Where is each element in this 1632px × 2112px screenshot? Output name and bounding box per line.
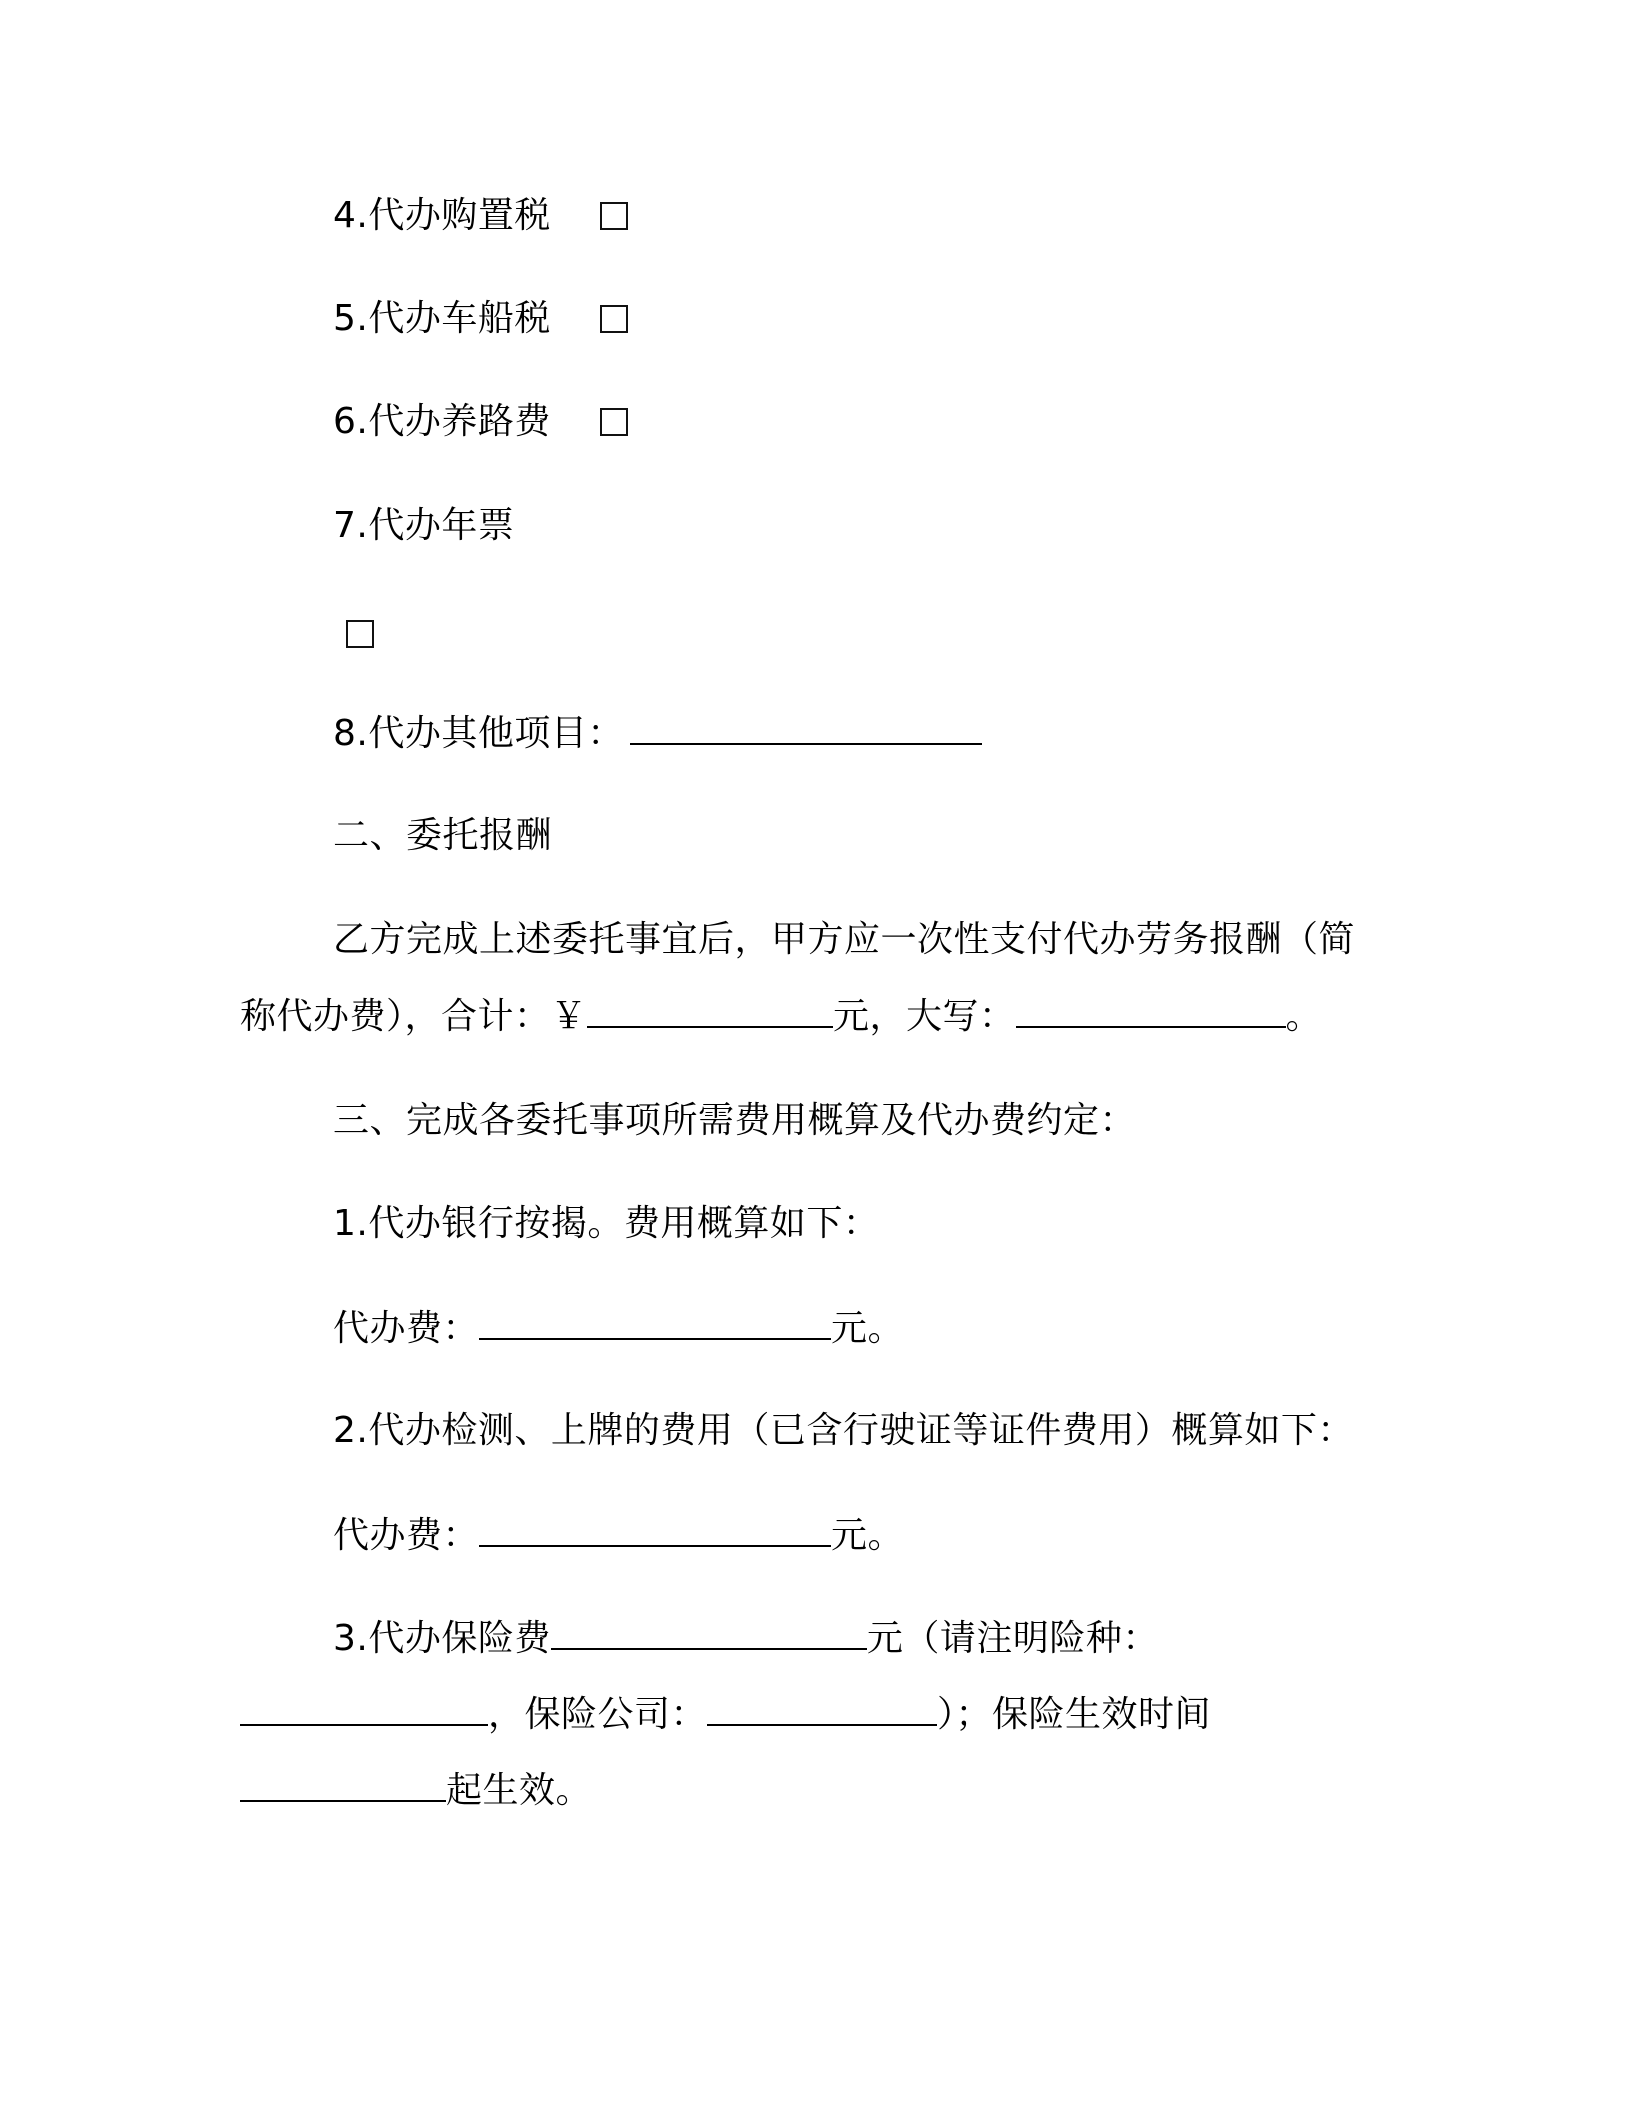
section-2-para-line2 [240,994,1322,1039]
item-6-checkbox[interactable] [600,408,628,436]
fee-2-blank[interactable] [479,1513,831,1547]
period: 。 [1285,996,1323,1037]
item-5-label: 5.代办车船税 [333,298,551,339]
item-8-label: 8.代办其他项目： [333,713,624,754]
insurance-type-blank[interactable] [240,1692,488,1726]
fee-label: 代办费： [333,1308,480,1349]
section-3-heading: 三、完成各委托事项所需费用概算及代办费约定： [333,1100,1137,1141]
insurance-label: 3.代办保险费 [333,1618,551,1659]
item-6-label: 6.代办养路费 [333,401,551,442]
uppercase-amount-blank[interactable] [1016,994,1286,1028]
effective-time-blank[interactable] [240,1768,446,1802]
fee-label: 代办费： [333,1515,480,1556]
item-4-label: 4.代办购置税 [333,195,551,236]
item-8-blank[interactable] [630,711,982,745]
item-8-row [333,711,982,756]
item-7-checkbox[interactable] [346,620,374,648]
section-2-heading: 二、委托报酬 [333,815,553,856]
item-7-row [333,504,514,548]
insurer-blank[interactable] [707,1692,937,1726]
sub-item-1: 1.代办银行按揭。费用概算如下： [333,1203,880,1244]
item-5-row [333,297,551,341]
item-5-checkbox[interactable] [600,305,628,333]
total-label: 称代办费），合计：￥ [240,996,588,1037]
item-4-row [333,194,551,238]
sub-item-2: 2.代办检测、上牌的费用（已含行驶证等证件费用）概算如下： [333,1410,1354,1451]
uppercase-label: 元，大写： [833,996,1016,1037]
sub-item-3-line2 [240,1692,1211,1737]
yuan-suffix: 元。 [831,1515,905,1556]
sub-item-1-fee-row [333,1306,904,1351]
effective-time-label: ）；保险生效时间 [937,1694,1212,1735]
sub-item-3-line1 [333,1616,1159,1661]
item-4-checkbox[interactable] [600,202,628,230]
yuan-suffix: 元。 [831,1308,905,1349]
sub-item-3-line3 [240,1768,592,1813]
item-6-row [333,400,551,444]
section-2-para-line1: 乙方完成上述委托事宜后，甲方应一次性支付代办劳务报酬（简 [333,919,1356,960]
insurer-label: ，保险公司： [488,1694,708,1735]
insurance-type-label: 元（请注明险种： [866,1618,1159,1659]
insurance-fee-blank[interactable] [551,1616,867,1650]
effective-suffix: 起生效。 [446,1770,593,1811]
item-7-label: 7.代办年票 [333,505,515,546]
fee-1-blank[interactable] [479,1306,831,1340]
total-amount-blank[interactable] [587,994,833,1028]
sub-item-2-fee-row [333,1513,904,1558]
